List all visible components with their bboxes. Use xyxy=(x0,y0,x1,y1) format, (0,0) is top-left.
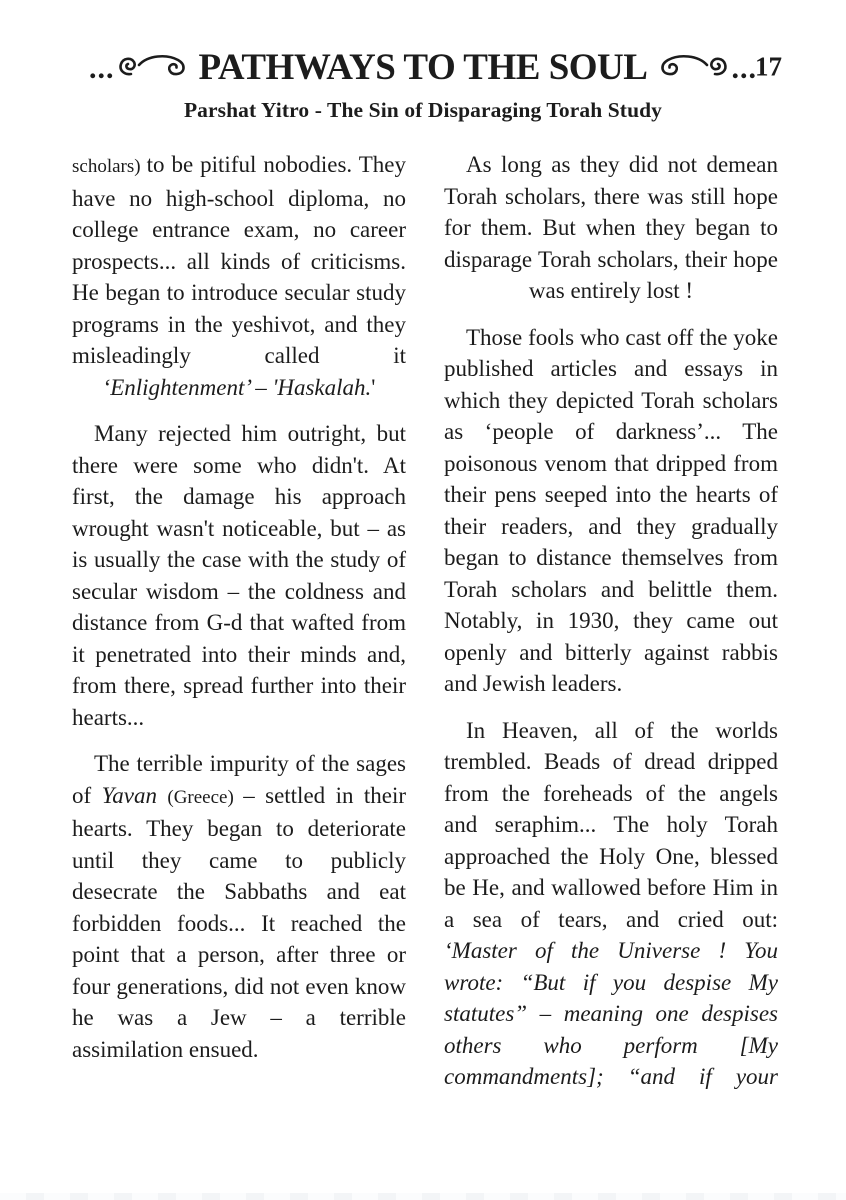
text-segment-small: scholars) xyxy=(72,156,147,177)
text-segment-italic: Yavan xyxy=(101,782,168,808)
text-columns xyxy=(0,123,846,1108)
text-segment-normal: In Heaven, all of the worlds trembled. Beads of dread dripped from the foreheads of the angels and seraphim... The holy Torah approached the Holy One, blessed be He, and wallowed before Him in a sea of tears, and cried out: xyxy=(444,717,778,932)
ornament-dots-left: ... xyxy=(89,52,115,85)
column-left xyxy=(72,149,406,1108)
page-header xyxy=(0,0,846,123)
flourish-left-icon xyxy=(89,51,193,83)
text-segment-normal: As long as they did not demean Torah scholars, there was still hope for them. But when they began to disparage Torah scholars, their hope was entirely lost ! xyxy=(444,152,778,303)
title-row xyxy=(0,44,846,90)
paragraph xyxy=(444,149,778,307)
page-number: 17 xyxy=(755,51,782,82)
text-segment-italic: ‘Enlightenment’ – 'Haskalah. xyxy=(102,374,372,400)
paragraph xyxy=(72,149,406,403)
paragraph xyxy=(444,715,778,1093)
text-segment-normal: ' xyxy=(371,374,376,400)
bottom-edge-artifacts xyxy=(0,1193,846,1200)
column-right xyxy=(444,149,778,1108)
text-segment-normal: – settled in their hearts. They began to deteriorate until they came to publicly desecrate the Sabbaths and eat forbidden foods... It reached the point that a person, after three or four generations, did not even know he was a Jew – a terrible assimilation ensued. xyxy=(72,782,407,1062)
ornament-dots-right: ... xyxy=(731,52,757,85)
paragraph xyxy=(72,748,406,1065)
paragraph xyxy=(72,418,406,733)
text-segment-italic: ‘Master of the Universe ! You wrote: “But if you despise My statutes” – meaning one despises others who perform [My commandments]; “and if your xyxy=(444,938,778,1089)
text-segment-normal: Many rejected him outright, but there were some who didn't. At first, the damage his approach wrought wasn't noticeable, but – as is usually the case with the study of secular wisdom – the coldness and distance from G-d that wafted from it penetrated into their minds and, from there, spread further into their hearts... xyxy=(72,421,406,730)
text-segment-normal: Those fools who cast off the yoke published articles and essays in which they depicted Torah scholars as ‘people of darkness’... The poisonous venom that dripped from their pens seeped into the hearts of their readers, and they gradually began to distance themselves from Torah scholars and belittle them. Notably, in 1930, they came out openly and bitterly against rabbis and Jewish leaders. xyxy=(444,324,778,696)
text-segment-normal: The terrible impurity of the sages of xyxy=(72,751,406,808)
flourish-right-icon xyxy=(653,51,757,83)
paragraph xyxy=(444,322,778,700)
book-title: PATHWAYS TO THE SOUL xyxy=(198,46,648,88)
text-segment-normal: to be pitiful nobodies. They have no high-school diploma, no college entrance exam, no career prospects... all kinds of criticisms. He began to introduce secular study programs in the yeshivot, and they misleadingly called it xyxy=(72,152,406,368)
text-segment-small: (Greece) xyxy=(167,786,244,808)
chapter-subtitle: Parshat Yitro - The Sin of Disparaging Torah Study xyxy=(183,98,663,122)
